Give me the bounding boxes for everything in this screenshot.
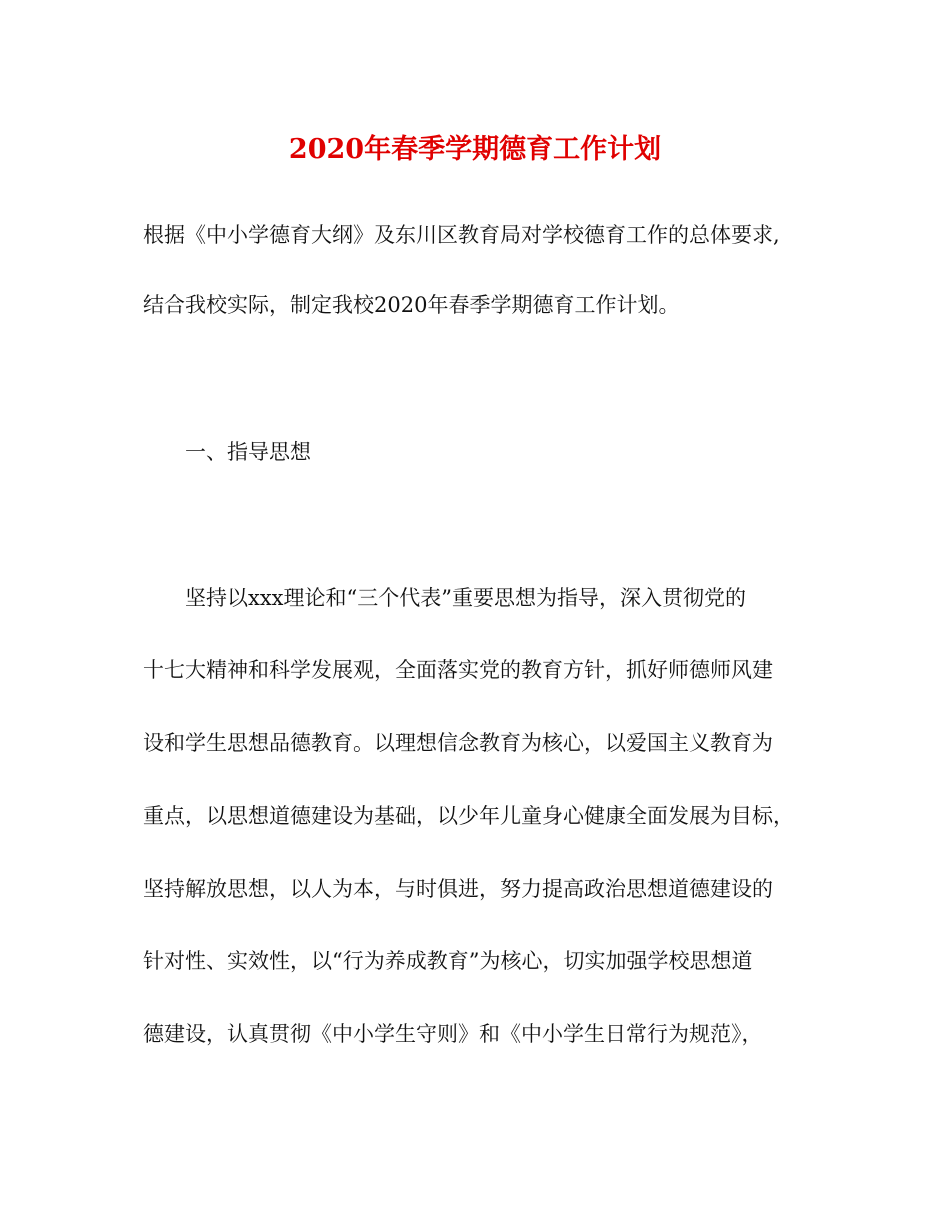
body-line-7: 德建设，认真贯彻《中小学生守则》和《中小学生日常行为规范》， bbox=[143, 1022, 763, 1046]
body-line-1: 坚持以xxx理论和“三个代表”重要思想为指导，深入贯彻党的 bbox=[185, 586, 746, 610]
body-line-3: 设和学生思想品德教育。以理想信念教育为核心，以爱国主义教育为 bbox=[143, 731, 773, 755]
document-title: 2020年春季学期德育工作计划 bbox=[288, 134, 662, 165]
body-line-4: 重点，以思想道德建设为基础，以少年儿童身心健康全面发展为目标， bbox=[143, 804, 794, 828]
body-line-5: 坚持解放思想，以人为本，与时俱进，努力提高政治思想道德建设的 bbox=[143, 877, 773, 901]
intro-line-1: 根据《中小学德育大纲》及东川区教育局对学校德育工作的总体要求, bbox=[143, 223, 780, 247]
intro-line-2: 结合我校实际，制定我校2020年春季学期德育工作计划。 bbox=[143, 293, 680, 317]
section-heading: 一、指导思想 bbox=[185, 440, 311, 464]
body-line-2: 十七大精神和科学发展观，全面落实党的教育方针，抓好师德师风建 bbox=[143, 658, 773, 682]
body-line-6: 针对性、实效性，以“行为养成教育”为核心，切实加强学校思想道 bbox=[143, 949, 753, 973]
